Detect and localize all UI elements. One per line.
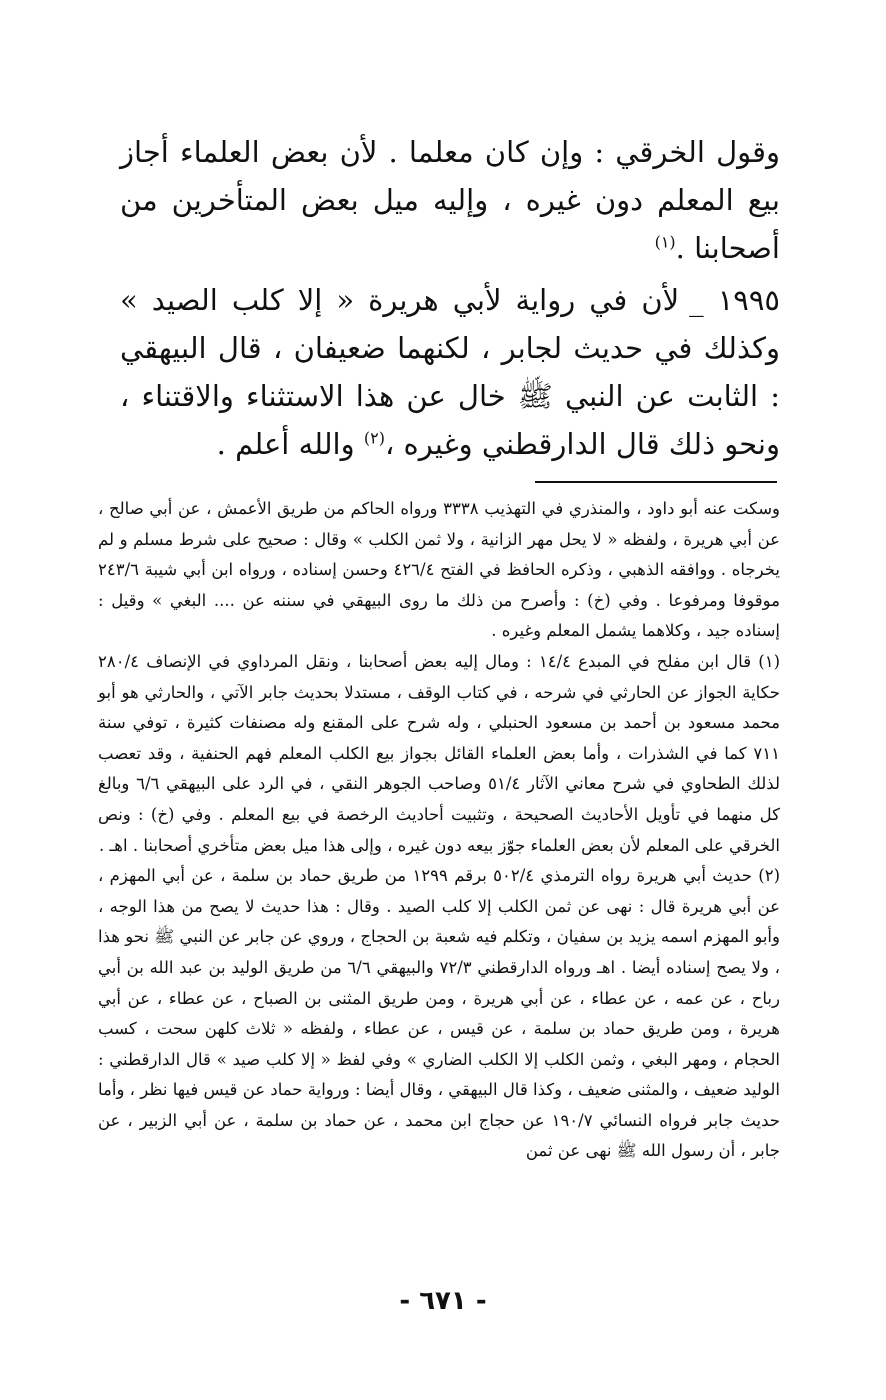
main-text [120, 128, 780, 468]
paragraph-text: وقول الخرقي : وإن كان معلما . لأن بعض العلماء أجاز بيع المعلم دون غيره ، وإليه ميل بعض المتأخرين من أصحابنا . [120, 135, 780, 265]
paragraph-text: لأن في رواية لأبي هريرة « إلا كلب الصيد » وكذلك في حديث لجابر ، لكنهما ضعيفان ، قال البيهقي : الثابت عن النبي ﷺ خال عن هذا الاستثناء والاقتناء ، ونحو ذلك قال الدارقطني وغيره ، [120, 283, 780, 461]
footnote-ref-1: (١) [654, 232, 676, 252]
footnotes [98, 494, 780, 1167]
footnote-2: (٢) حديث أبي هريرة رواه الترمذي ٥٠٢/٤ برقم ١٢٩٩ من طريق حماد بن سلمة ، عن أبي المهزم ، عن أبي هريرة قال : نهى عن ثمن الكلب إلا كلب الصيد . وقال : هذا حديث لا يصح من هذا الوجه ، وأبو المهزم اسمه يزيد بن سفيان ، وتكلم فيه شعبة بن الحجاج ، وروي عن جابر عن النبي ﷺ نحو هذا ، ولا يصح إسناده أيضا . اهـ ورواه الدارقطني ٧٢/٣ والبيهقي ٦/٦ من طريق الوليد بن عبد الله بن أبي رباح ، عن عمه ، عن عطاء ، عن أبي هريرة ، ومن طريق المثنى بن الصباح ، عن عطاء ، عن أبي هريرة ، ومن طريق حماد بن سلمة ، عن قيس ، عن عطاء ، ولفظه « ثلاث كلهن سحت ، كسب الحجام ، ومهر البغي ، وثمن الكلب إلا الكلب الضاري » وفي لفظ « إلا كلب صيد » قال الدارقطني : الوليد ضعيف ، والمثنى ضعيف ، وكذا قال البيهقي ، وقال أيضا : ورواية حماد عن قيس فيها نظر ، وأما حديث جابر فرواه النسائي ١٩٠/٧ عن حجاج ابن محمد ، عن حماد بن سلمة ، عن أبي الزبير ، عن جابر ، أن رسول الله ﷺ نهى عن ثمن [98, 866, 781, 1161]
footnote-ref-2: (٢) [363, 428, 385, 448]
main-paragraph-1 [120, 128, 780, 272]
page-number: - ٦٧١ - [399, 1286, 487, 1316]
main-paragraph-1995 [120, 276, 780, 468]
paragraph-closing: والله أعلم . [216, 427, 355, 461]
footnote-separator [535, 481, 777, 483]
footnote-continuation: وسكت عنه أبو داود ، والمنذري في التهذيب ٣٣٣٨ ورواه الحاكم من طريق الأعمش ، عن أبي صالح ، عن أبي هريرة ، ولفظه « لا يحل مهر الزانية ، ولا ثمن الكلب » وقال : صحيح على شرط مسلم و لم يخرجاه . ووافقه الذهبي ، وذكره الحافظ في الفتح ٤٢٦/٤ وحسن إسناده ، ورواه ابن أبي شيبة ٢٤٣/٦ موقوفا ومرفوعا . وفي (خ) : وأصرح من ذلك ما روى البيهقي في سننه عن .... البغي » وقيل : إسناده جيد ، وكلاهما يشمل المعلم وغيره . [98, 499, 780, 641]
item-number: ١٩٩٥ _ [689, 283, 780, 317]
footnote-1: (١) قال ابن مفلح في المبدع ١٤/٤ : ومال إليه بعض أصحابنا ، ونقل المرداوي في الإنصاف ٢٨٠/٤ حكاية الجواز عن الحارثي في شرحه ، في كتاب الوقف ، مستدلا بحديث جابر الآتي ، والحارثي هو أبو محمد مسعود بن أحمد بن مسعود الحنبلي ، وله شرح على المقنع وله مصنفات كثيرة ، توفي سنة ٧١١ كما في الشذرات ، وأما بعض العلماء القائل بجواز بيع الكلب المعلم فهم الحنفية ، وقد تعصب لذلك الطحاوي في شرح معاني الآثار ٥١/٤ وصاحب الجوهر النقي ، في الرد على البيهقي ٦/٦ وبالغ كل منهما في تأويل الأحاديث الصحيحة ، وتثبيت أحاديث الرخصة في بيع المعلم . وفي (خ) : ونص الخرقي على المعلم لأن بعض العلماء جوّز بيعه دون غيره ، وإلى هذا ميل بعض متأخري أصحابنا . اهـ . [98, 651, 780, 855]
